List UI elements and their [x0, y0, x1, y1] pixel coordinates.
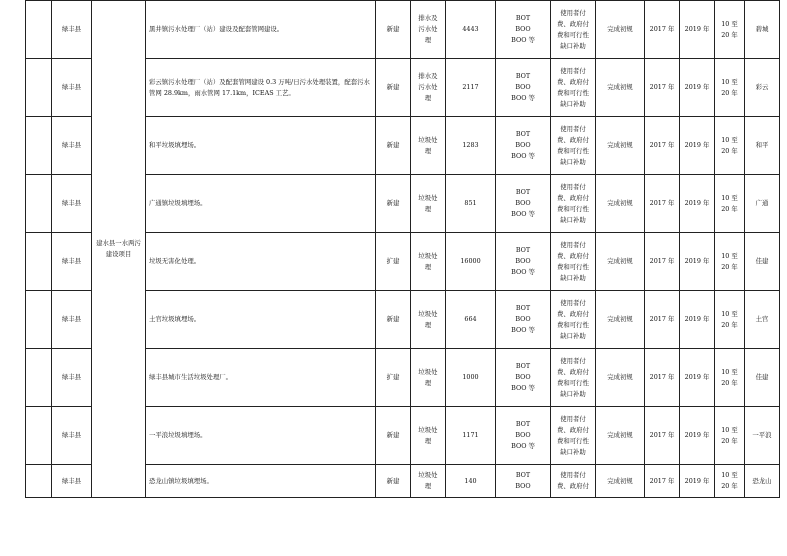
funding-cell: [551, 175, 596, 233]
place-cell: 彩云: [745, 59, 780, 117]
end-year-cell: 2019 年: [680, 349, 715, 407]
end-year-cell: 2019 年: [680, 1, 715, 59]
funding-cell: [551, 233, 596, 291]
status-cell: 完成初规: [596, 175, 645, 233]
amount-cell: 1283: [446, 117, 496, 175]
funding-line: 缺口补助: [560, 41, 586, 50]
funding-line: 使用者付: [560, 414, 586, 423]
category-cell: [411, 291, 446, 349]
end-year-cell: 2019 年: [680, 291, 715, 349]
start-year-cell: 2017 年: [645, 175, 680, 233]
county-cell: 绿丰县: [52, 465, 92, 498]
amount-cell: 1000: [446, 349, 496, 407]
funding-line: 费和可行性: [557, 436, 589, 445]
funding-line: 缺口补助: [560, 215, 586, 224]
status-cell: 完成初规: [596, 465, 645, 498]
amount-cell: 4443: [446, 1, 496, 59]
content-cell: 广通镇垃圾填埋场。: [146, 175, 376, 233]
blank-cell: [26, 59, 52, 117]
period-line: 10 至: [721, 135, 738, 144]
mode-line: BOO: [515, 141, 531, 149]
category-cell: [411, 1, 446, 59]
end-year-cell: 2019 年: [680, 233, 715, 291]
content-cell: 一平浪垃圾填埋场。: [146, 407, 376, 465]
blank-cell: [26, 117, 52, 175]
end-year-cell: 2019 年: [680, 407, 715, 465]
funding-line: 缺口补助: [560, 99, 586, 108]
blank-cell: [26, 465, 52, 498]
end-year-cell: 2019 年: [680, 59, 715, 117]
content-cell: 垃圾无害化处理。: [146, 233, 376, 291]
funding-line: 缺口补助: [560, 273, 586, 282]
status-cell: 完成初规: [596, 349, 645, 407]
funding-cell: [551, 117, 596, 175]
mode-line: BOT: [515, 130, 531, 138]
period-line: 20 年: [721, 146, 738, 155]
end-year-cell: 2019 年: [680, 117, 715, 175]
type-cell: 新建: [376, 175, 411, 233]
period-line: 10 至: [721, 309, 738, 318]
county-cell: 绿丰县: [52, 291, 92, 349]
start-year-cell: 2017 年: [645, 407, 680, 465]
status-cell: 完成初规: [596, 1, 645, 59]
category-line: 理: [424, 436, 432, 445]
status-cell: 完成初规: [596, 117, 645, 175]
funding-line: 费和可行性: [557, 146, 589, 155]
mode-cell: [496, 407, 551, 465]
blank-cell: [26, 1, 52, 59]
place-cell: 和平: [745, 117, 780, 175]
period-line: 20 年: [721, 436, 738, 445]
status-cell: 完成初规: [596, 59, 645, 117]
category-line: 垃圾处: [418, 367, 438, 376]
funding-line: 费、政府付: [557, 367, 589, 376]
funding-line: 使用者付: [560, 298, 586, 307]
funding-line: 缺口补助: [560, 157, 586, 166]
start-year-cell: 2017 年: [645, 465, 680, 498]
start-year-cell: 2017 年: [645, 1, 680, 59]
content-cell: 和平垃圾填埋场。: [146, 117, 376, 175]
start-year-cell: 2017 年: [645, 59, 680, 117]
content-cell: 黑井镇污水处理厂（站）建设及配套管网建设。: [146, 1, 376, 59]
funding-line: 费和可行性: [557, 378, 589, 387]
period-line: 20 年: [721, 88, 738, 97]
period-line: 20 年: [721, 320, 738, 329]
end-year-cell: 2019 年: [680, 175, 715, 233]
period-cell: [715, 1, 745, 59]
category-line: 垃圾处: [418, 471, 438, 479]
funding-line: 使用者付: [560, 356, 586, 365]
place-cell: 恐龙山: [745, 465, 780, 498]
table-row: [26, 1, 780, 59]
content-cell: 土官垃圾填埋场。: [146, 291, 376, 349]
mode-line: BOO: [515, 431, 531, 439]
amount-cell: 851: [446, 175, 496, 233]
category-line: 垃圾处: [418, 193, 438, 202]
funding-line: 使用者付: [560, 66, 586, 75]
period-cell: [715, 349, 745, 407]
end-year-cell: 2019 年: [680, 465, 715, 498]
mode-line: BOO 等: [511, 268, 535, 276]
mode-cell: [496, 1, 551, 59]
mode-cell: [496, 465, 551, 498]
mode-line: BOO: [515, 199, 531, 207]
category-line: 理: [424, 36, 432, 44]
category-line: 理: [424, 320, 432, 329]
mode-line: BOT: [515, 72, 531, 80]
mode-line: BOT: [515, 420, 531, 428]
place-cell: 碧城: [745, 1, 780, 59]
funding-cell: [551, 407, 596, 465]
period-line: 20 年: [721, 378, 738, 387]
funding-line: 费、政府付: [557, 135, 589, 144]
category-cell: [411, 175, 446, 233]
place-cell: 佳建: [745, 233, 780, 291]
start-year-cell: 2017 年: [645, 117, 680, 175]
funding-line: 使用者付: [560, 182, 586, 191]
content-cell: 彩云镇污水处理厂（站）及配套管网建设 0.3 万吨/日污水处理装置，配套污水管网 28.9km，雨水管网 17.1km，ICEAS 工艺。: [146, 59, 376, 117]
mode-line: BOT: [515, 304, 531, 312]
amount-cell: 1171: [446, 407, 496, 465]
start-year-cell: 2017 年: [645, 291, 680, 349]
funding-line: 使用者付: [560, 124, 586, 133]
content-cell: 绿丰县城市生活垃圾处理厂。: [146, 349, 376, 407]
category-line: 理: [424, 378, 432, 387]
category-line: 理: [424, 94, 432, 102]
type-cell: 新建: [376, 117, 411, 175]
status-cell: 完成初规: [596, 291, 645, 349]
funding-line: 使用者付: [560, 240, 586, 249]
group-label-cell: 建水县一水两污建设项目: [92, 1, 146, 498]
funding-line: 费和可行性: [557, 30, 589, 39]
period-line: 20 年: [721, 30, 738, 39]
mode-line: BOO: [515, 482, 531, 490]
funding-line: 费、政府付: [557, 251, 589, 260]
mode-line: BOO: [515, 257, 531, 265]
start-year-cell: 2017 年: [645, 349, 680, 407]
funding-line: 使用者付: [560, 471, 586, 479]
county-cell: 绿丰县: [52, 1, 92, 59]
mode-cell: [496, 291, 551, 349]
category-line: 污水处: [418, 25, 438, 33]
funding-line: 费、政府付: [557, 482, 589, 490]
funding-line: 费和可行性: [557, 204, 589, 213]
funding-cell: [551, 349, 596, 407]
mode-line: BOT: [515, 471, 531, 479]
blank-cell: [26, 407, 52, 465]
mode-line: BOO: [515, 373, 531, 381]
mode-line: BOO 等: [511, 442, 535, 450]
period-line: 20 年: [721, 204, 738, 213]
amount-cell: 140: [446, 465, 496, 498]
place-cell: 广通: [745, 175, 780, 233]
period-line: 10 至: [721, 77, 738, 86]
period-line: 10 至: [721, 251, 738, 260]
funding-cell: [551, 1, 596, 59]
funding-line: 费、政府付: [557, 77, 589, 86]
mode-line: BOT: [515, 188, 531, 196]
period-cell: [715, 233, 745, 291]
funding-line: 缺口补助: [560, 447, 586, 456]
county-cell: 绿丰县: [52, 175, 92, 233]
period-cell: [715, 291, 745, 349]
type-cell: 新建: [376, 407, 411, 465]
funding-line: 费、政府付: [557, 425, 589, 434]
funding-line: 费、政府付: [557, 309, 589, 318]
category-cell: [411, 465, 446, 498]
mode-line: BOO 等: [511, 152, 535, 160]
mode-line: BOT: [515, 14, 531, 22]
funding-line: 缺口补助: [560, 331, 586, 340]
category-line: 污水处: [418, 83, 438, 91]
status-cell: 完成初规: [596, 233, 645, 291]
mode-line: BOO 等: [511, 36, 535, 44]
category-line: 理: [424, 204, 432, 213]
period-cell: [715, 175, 745, 233]
period-line: 20 年: [721, 262, 738, 271]
type-cell: 新建: [376, 59, 411, 117]
type-cell: 新建: [376, 291, 411, 349]
start-year-cell: 2017 年: [645, 233, 680, 291]
period-line: 10 至: [721, 425, 738, 434]
funding-line: 费和可行性: [557, 88, 589, 97]
amount-cell: 664: [446, 291, 496, 349]
county-cell: 绿丰县: [52, 59, 92, 117]
period-cell: [715, 59, 745, 117]
mode-line: BOO: [515, 315, 531, 323]
period-cell: [715, 465, 745, 498]
mode-line: BOO 等: [511, 326, 535, 334]
place-cell: 佳建: [745, 349, 780, 407]
mode-line: BOO 等: [511, 210, 535, 218]
place-cell: 土官: [745, 291, 780, 349]
funding-cell: [551, 291, 596, 349]
category-line: 垃圾处: [418, 251, 438, 260]
category-line: 理: [424, 262, 432, 271]
category-cell: [411, 233, 446, 291]
funding-line: 缺口补助: [560, 389, 586, 398]
county-cell: 绿丰县: [52, 233, 92, 291]
funding-cell: [551, 465, 596, 498]
mode-cell: [496, 349, 551, 407]
type-cell: 扩建: [376, 233, 411, 291]
mode-line: BOO: [515, 83, 531, 91]
category-line: 垃圾处: [418, 135, 438, 144]
funding-line: 费和可行性: [557, 262, 589, 271]
blank-cell: [26, 175, 52, 233]
category-cell: [411, 59, 446, 117]
category-cell: [411, 407, 446, 465]
project-table: [25, 0, 780, 498]
mode-cell: [496, 117, 551, 175]
county-cell: 绿丰县: [52, 407, 92, 465]
amount-cell: 16000: [446, 233, 496, 291]
mode-cell: [496, 175, 551, 233]
period-line: 10 至: [721, 471, 738, 479]
period-line: 10 至: [721, 19, 738, 28]
blank-cell: [26, 349, 52, 407]
funding-cell: [551, 59, 596, 117]
mode-line: BOO 等: [511, 384, 535, 392]
mode-cell: [496, 59, 551, 117]
type-cell: 新建: [376, 465, 411, 498]
mode-cell: [496, 233, 551, 291]
period-line: 10 至: [721, 193, 738, 202]
category-line: 理: [424, 482, 432, 490]
mode-line: BOO: [515, 25, 531, 33]
category-line: 理: [424, 146, 432, 155]
blank-cell: [26, 233, 52, 291]
status-cell: 完成初规: [596, 407, 645, 465]
period-cell: [715, 407, 745, 465]
type-cell: 新建: [376, 1, 411, 59]
funding-line: 费、政府付: [557, 19, 589, 28]
blank-cell: [26, 291, 52, 349]
category-cell: [411, 117, 446, 175]
category-cell: [411, 349, 446, 407]
funding-line: 费、政府付: [557, 193, 589, 202]
mode-line: BOT: [515, 362, 531, 370]
amount-cell: 2117: [446, 59, 496, 117]
county-cell: 绿丰县: [52, 117, 92, 175]
type-cell: 扩建: [376, 349, 411, 407]
category-line: 垃圾处: [418, 425, 438, 434]
mode-line: BOT: [515, 246, 531, 254]
content-cell: 恐龙山镇垃圾填埋场。: [146, 465, 376, 498]
funding-line: 费和可行性: [557, 320, 589, 329]
place-cell: 一平浪: [745, 407, 780, 465]
category-line: 排水及: [418, 72, 438, 80]
county-cell: 绿丰县: [52, 349, 92, 407]
period-cell: [715, 117, 745, 175]
category-line: 排水及: [418, 14, 438, 22]
category-line: 垃圾处: [418, 309, 438, 318]
mode-line: BOO 等: [511, 94, 535, 102]
period-line: 10 至: [721, 367, 738, 376]
funding-line: 使用者付: [560, 8, 586, 17]
period-line: 20 年: [721, 482, 738, 490]
